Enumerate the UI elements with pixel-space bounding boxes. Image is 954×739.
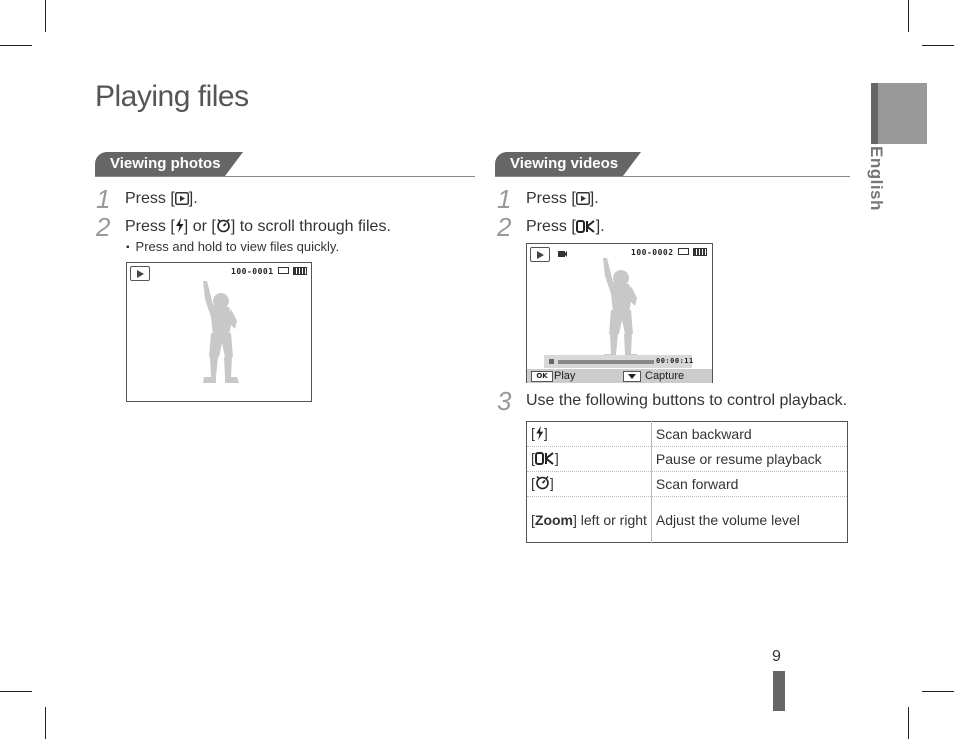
child-silhouette-image <box>591 254 651 366</box>
section-heading-photos-label: Viewing photos <box>110 155 221 172</box>
child-silhouette-image <box>191 277 251 389</box>
page-number: 9 <box>772 648 781 665</box>
table-desc-cell: Adjust the volume level <box>655 511 800 528</box>
playback-button-icon <box>576 192 590 210</box>
playback-button-icon <box>175 192 189 210</box>
table-key-cell <box>527 447 652 472</box>
step-text-part: Press [ <box>526 218 576 235</box>
battery-icon <box>693 248 707 256</box>
file-counter: 100-0001 <box>231 267 274 276</box>
crop-mark <box>45 0 46 32</box>
step-number: 3 <box>497 386 512 416</box>
down-button-icon <box>623 371 641 382</box>
table-key-cell <box>527 422 652 447</box>
table-row <box>527 497 848 543</box>
section-heading-videos <box>495 152 623 176</box>
language-tab-label: English <box>867 146 886 211</box>
bracket: [ <box>531 425 535 441</box>
step-text-press-ok <box>526 218 605 238</box>
elapsed-time: 00:00:11 <box>656 357 694 365</box>
bracket: ] <box>554 450 559 466</box>
video-icon <box>558 250 567 258</box>
bracket: [ <box>531 450 535 466</box>
table-row <box>527 447 848 472</box>
play-label: Play <box>554 370 576 382</box>
table-key-cell <box>527 472 652 497</box>
flash-icon <box>535 426 544 443</box>
table-row <box>527 422 848 447</box>
section-divider <box>95 176 475 177</box>
section-tab <box>871 83 927 144</box>
step-number: 1 <box>497 184 512 214</box>
down-arrow <box>628 374 636 379</box>
step-text-scroll <box>125 218 391 238</box>
step-text-controls: Use the following buttons to control playback. <box>526 392 848 409</box>
crop-mark <box>0 45 32 46</box>
capture-label: Capture <box>645 370 685 382</box>
bracket: [ <box>531 475 535 491</box>
ok-button-icon <box>535 452 555 468</box>
bullet-note: ▪ Press and hold to view files quickly. <box>126 239 339 254</box>
bracket: ] <box>549 475 554 491</box>
bracket: [ <box>531 511 535 528</box>
step-text-part: ]. <box>595 218 605 235</box>
table-key-cell <box>527 497 652 543</box>
table-desc-cell: Scan backward <box>651 422 847 447</box>
crop-mark <box>908 707 909 739</box>
screen-action-bar <box>527 369 712 383</box>
step-number: 2 <box>96 212 111 242</box>
step-text-part: Press [ <box>125 190 175 207</box>
timer-icon <box>216 218 231 238</box>
table-desc-cell: Scan forward <box>651 472 847 497</box>
step-text-part: ] to scroll through files. <box>230 218 391 235</box>
playback-controls-table <box>526 421 848 543</box>
table-desc-cell: Pause or resume playback <box>651 447 847 472</box>
section-heading-videos-label: Viewing videos <box>510 155 619 172</box>
step-text-part: ]. <box>188 190 198 207</box>
section-divider <box>495 176 850 177</box>
crop-mark <box>908 0 909 32</box>
memory-icon <box>678 248 689 255</box>
step-text-part: ] or [ <box>183 218 216 235</box>
zoom-key-label: Zoom <box>534 511 573 528</box>
playback-mode-icon <box>130 266 150 281</box>
step-number: 1 <box>96 184 111 214</box>
step-text-part: ]. <box>589 190 599 207</box>
photo-playback-screen <box>126 262 312 402</box>
playback-mode-icon <box>530 247 550 262</box>
video-playback-screen <box>526 243 713 383</box>
step-text-press-playback <box>125 190 198 210</box>
step-number: 2 <box>497 212 512 242</box>
crop-mark <box>0 691 32 692</box>
table-row <box>527 472 848 497</box>
flash-icon <box>175 218 184 238</box>
page-number-bar <box>773 671 785 711</box>
step-text-part: Press [ <box>125 218 175 235</box>
ok-button-icon <box>576 220 596 238</box>
stop-icon <box>549 359 554 364</box>
step-text-press-playback <box>526 190 599 210</box>
tab-strip <box>871 83 878 144</box>
key-suffix: ] left or right <box>573 511 647 528</box>
crop-mark <box>922 45 954 46</box>
page-title: Playing files <box>95 80 249 113</box>
file-counter: 100-0002 <box>631 248 674 257</box>
crop-mark <box>45 707 46 739</box>
ok-button-icon: OK <box>531 371 553 382</box>
progress-track <box>558 360 654 364</box>
bracket: ] <box>543 425 548 441</box>
timer-icon <box>535 475 550 493</box>
section-heading-photos <box>95 152 225 176</box>
video-progress-bar <box>544 355 692 368</box>
battery-icon <box>293 267 307 275</box>
memory-icon <box>278 267 289 274</box>
crop-mark <box>922 691 954 692</box>
step-text-part: Press [ <box>526 190 576 207</box>
